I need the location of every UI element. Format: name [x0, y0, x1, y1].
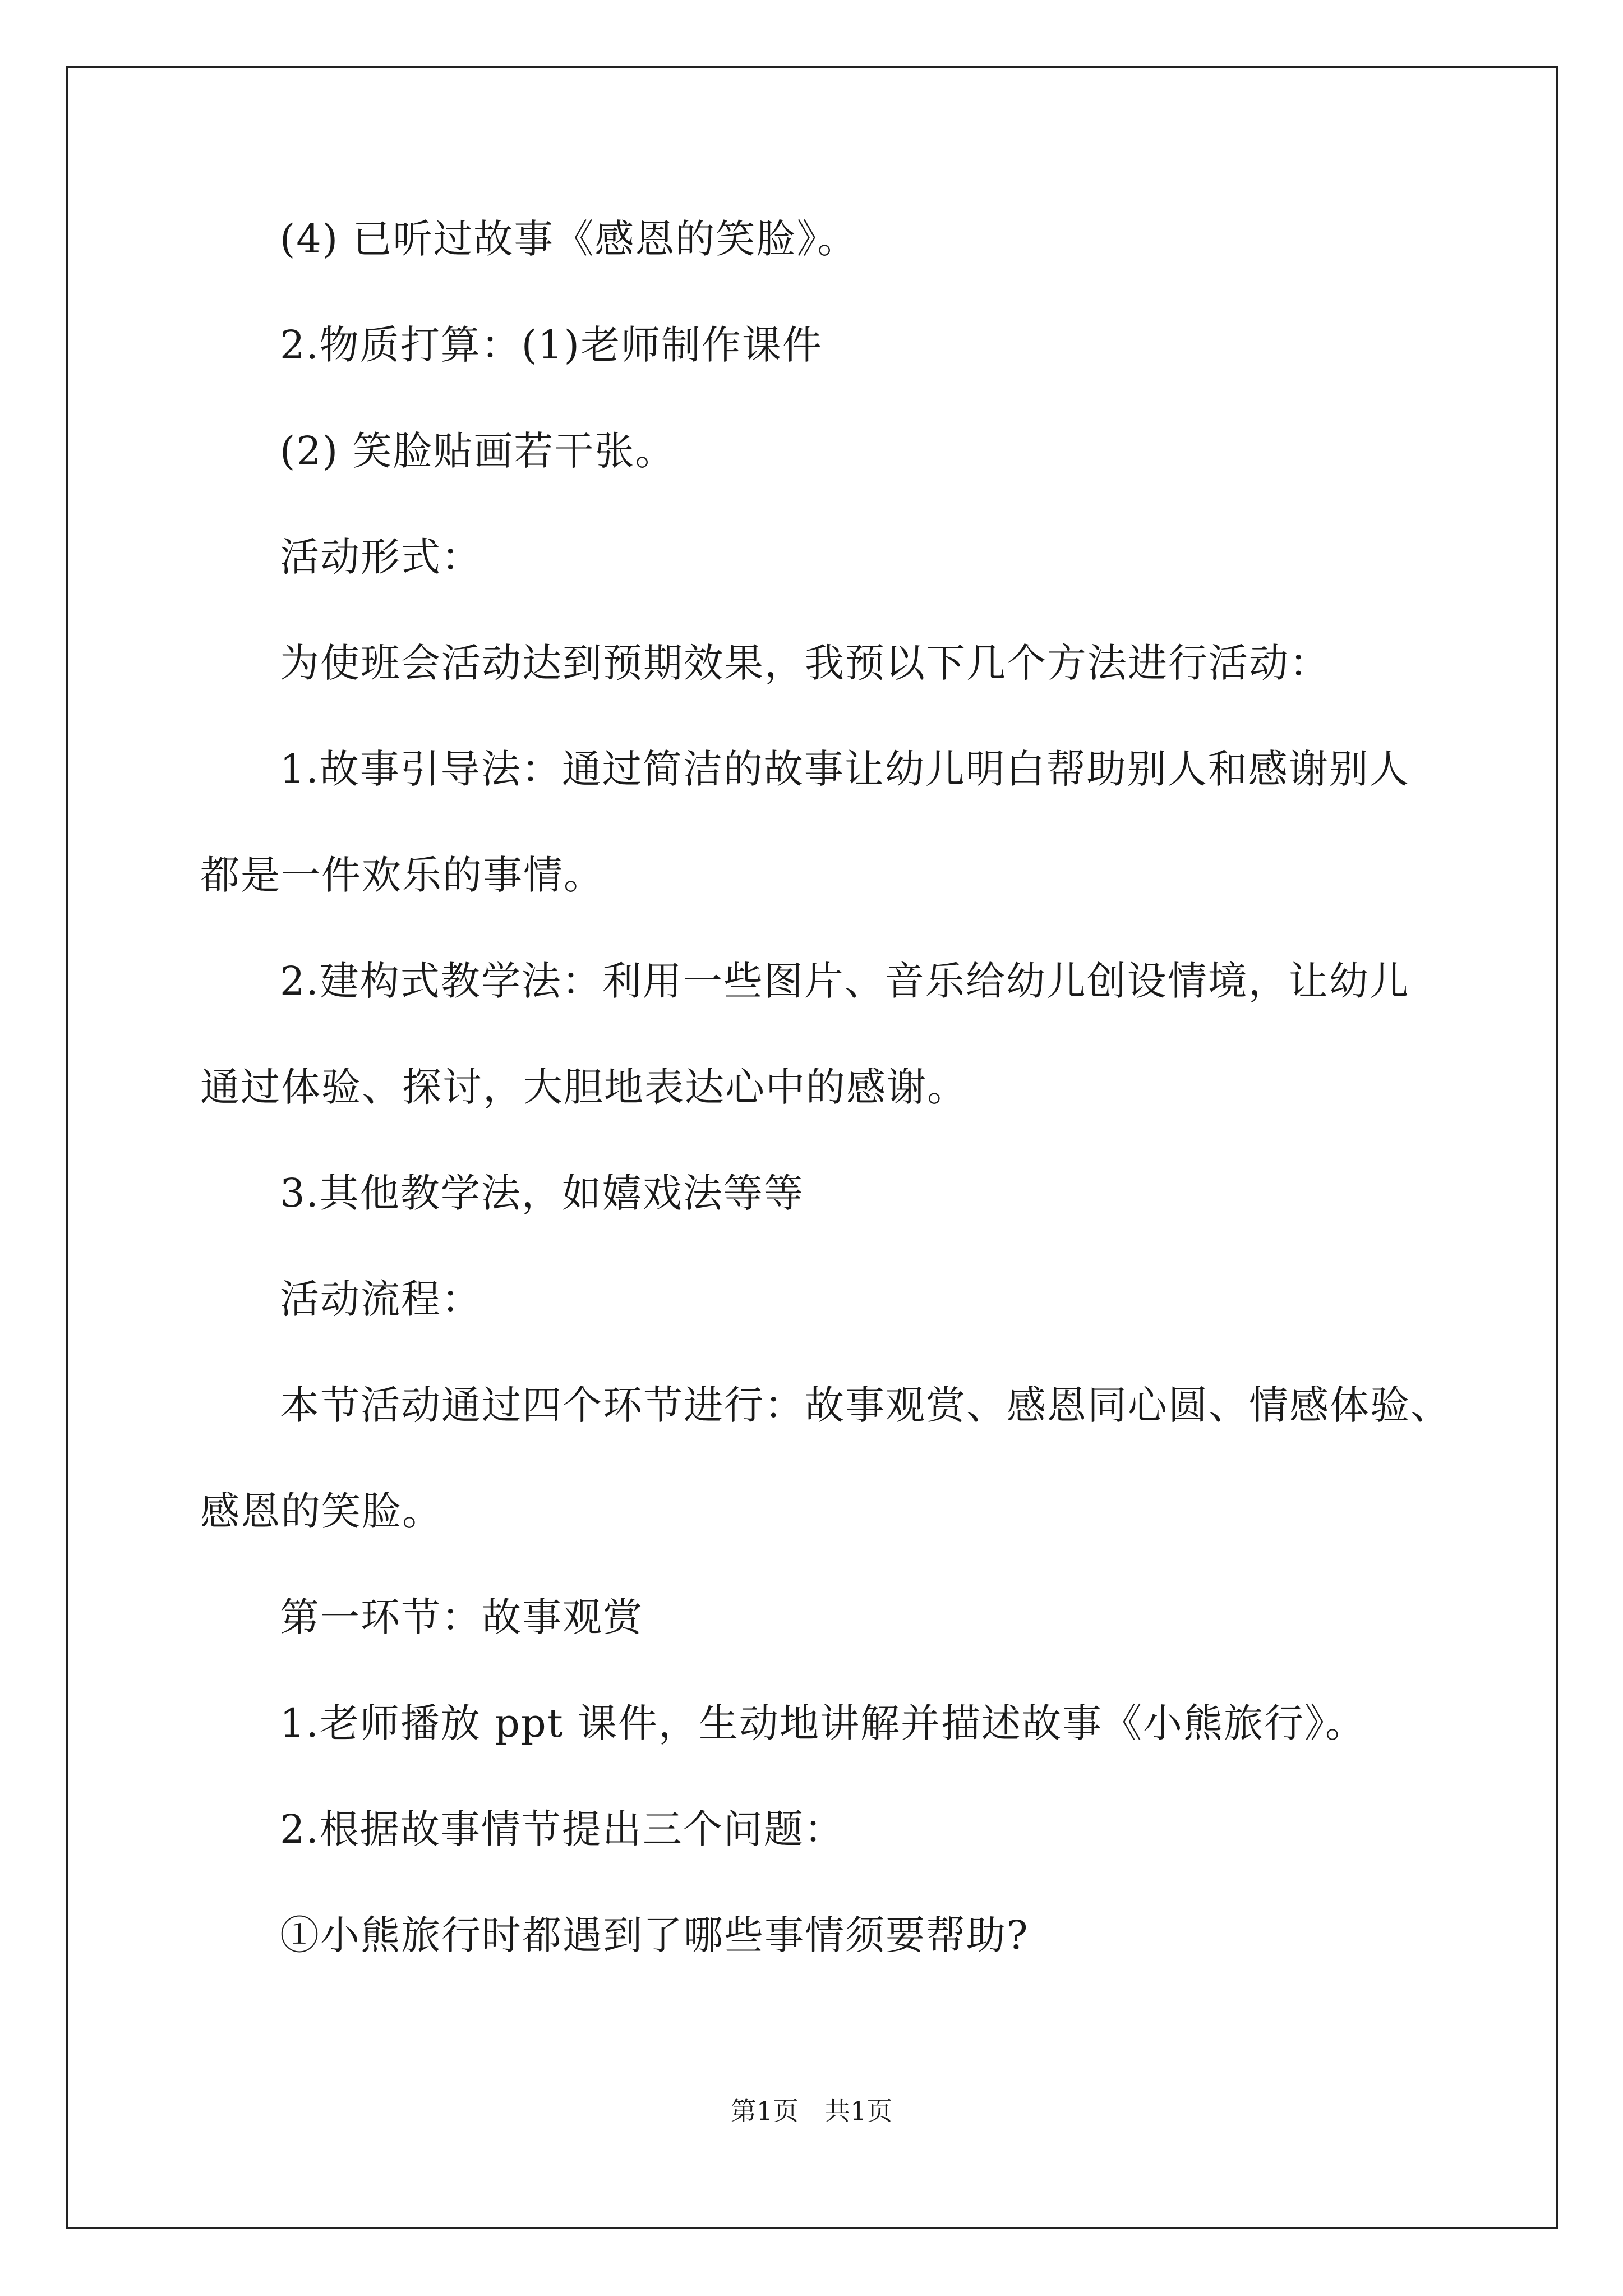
paragraph: ①小熊旅行时都遇到了哪些事情须要帮助?: [280, 1912, 1029, 1958]
paragraph: [200, 743, 1445, 901]
paragraph-line: 本节活动通过四个环节进行：故事观赏、感恩同心圆、情感体验、: [280, 1382, 1451, 1428]
paragraph: 为使班会活动达到预期效果，我预以下几个方法进行活动：: [280, 640, 1330, 686]
paragraph-line: 2.建构式教学法：利用一些图片、音乐给幼儿创设情境，让幼儿: [280, 958, 1410, 1004]
section-heading: 第一环节：故事观赏: [280, 1594, 643, 1640]
paragraph: [200, 955, 1445, 1113]
document-body: [200, 213, 1451, 2016]
paragraph: (2) 笑脸贴画若干张。: [280, 428, 676, 474]
paragraph-line: 1.故事引导法：通过简洁的故事让幼儿明白帮助别人和感谢别人: [280, 746, 1410, 792]
paragraph: 1.老师播放 ppt 课件，生动地讲解并描述故事《小熊旅行》。: [280, 1700, 1366, 1746]
section-heading: 活动形式：: [280, 534, 482, 580]
section-heading: 活动流程：: [280, 1276, 482, 1322]
page-footer: 第1页 共1页: [730, 2096, 893, 2126]
paragraph-line: 通过体验、探讨，大胆地表达心中的感谢。: [200, 1064, 967, 1110]
paragraph: 2.物质打算：(1)老师制作课件: [280, 322, 823, 368]
paragraph: 3.其他教学法，如嬉戏法等等: [280, 1170, 804, 1216]
paragraph-line: 感恩的笑脸。: [200, 1488, 442, 1534]
paragraph: (4) 已听过故事《感恩的笑脸》。: [280, 216, 858, 262]
paragraph: 2.根据故事情节提出三个问题：: [280, 1806, 845, 1852]
paragraph-line: 都是一件欢乐的事情。: [200, 852, 604, 898]
paragraph: [200, 1379, 1451, 1537]
